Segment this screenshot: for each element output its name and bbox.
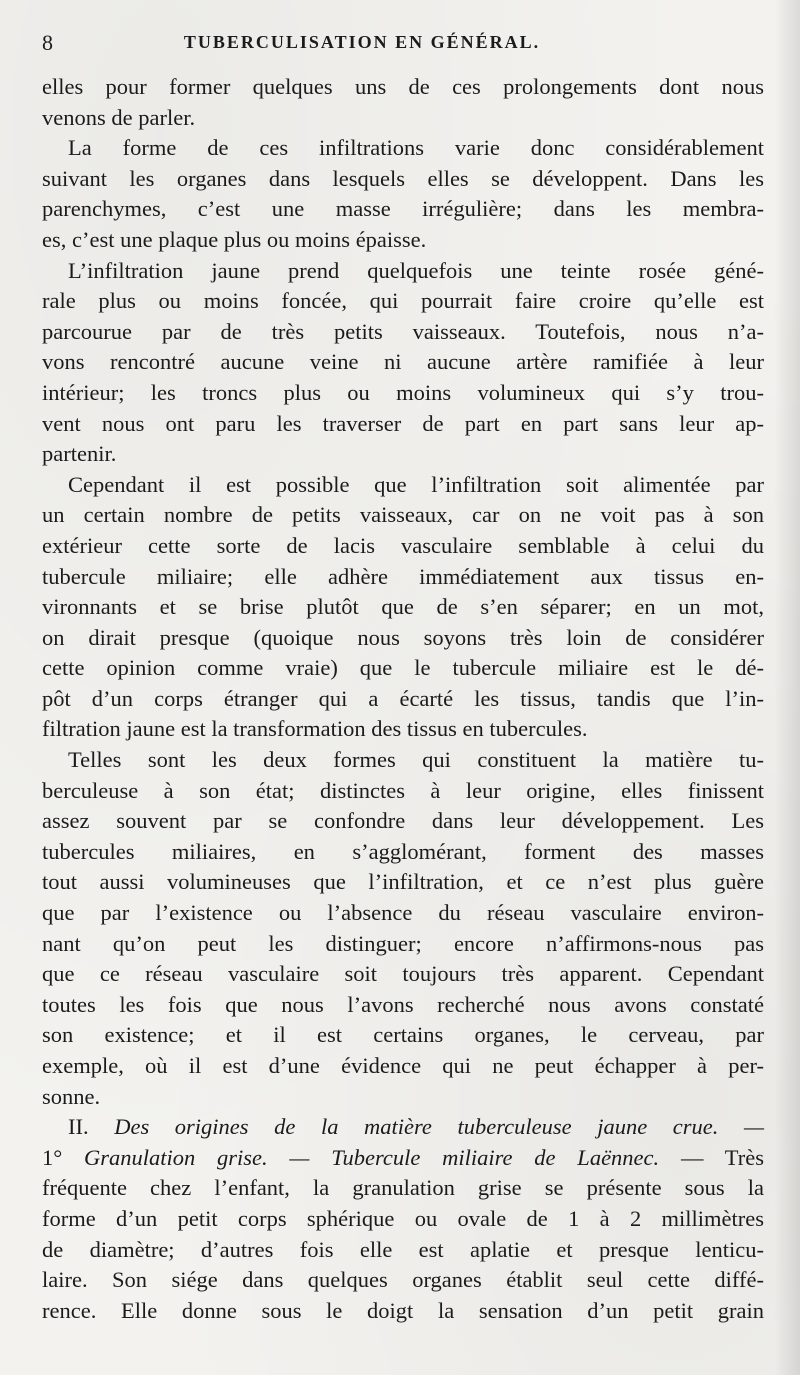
text-line: extérieur cette sorte de lacis vasculaire semblable à celui du <box>42 532 764 558</box>
text-line: L’infiltration jaune prend quelquefois une teinte rosée géné- <box>68 257 764 283</box>
section-number: 1° <box>42 1144 85 1170</box>
text-line: partenir. <box>42 441 117 467</box>
text-line: cette opinion comme vraie) que le tubercule miliaire est le dé- <box>42 655 764 681</box>
text-line: toutes les fois que nous l’avons recherché nous avons constaté <box>42 991 764 1017</box>
italic-heading-text: Des origines de la matière tuberculeuse jaune crue. — <box>114 1114 764 1140</box>
text-line: La forme de ces infiltrations varie donc considérablement <box>68 135 764 161</box>
text-line: pôt d’un corps étranger qui a écarté les tissus, tandis que l’in- <box>42 685 764 711</box>
running-head <box>42 30 760 62</box>
text-line: tubercule miliaire; elle adhère immédiatement aux tissus en- <box>42 563 764 589</box>
text-line: filtration jaune est la transformation des tissus en tubercules. <box>42 716 588 742</box>
body-text <box>42 72 764 1326</box>
text-line: tubercules miliaires, en s’agglomérant, forment des masses <box>42 838 764 864</box>
text-line: rale plus ou moins foncée, qui pourrait faire croire qu’elle est <box>42 288 764 314</box>
text-line: berculeuse à son état; distinctes à leur origine, elles finissent <box>42 777 764 803</box>
text-line: que par l’existence ou l’absence du réseau vasculaire environ- <box>42 900 764 926</box>
text-line: laire. Son siége dans quelques organes établit seul cette diffé- <box>42 1267 764 1293</box>
text-line: de diamètre; d’autres fois elle est aplatie et presque lenticu- <box>42 1236 764 1262</box>
text-line: Cependant il est possible que l’infiltration soit alimentée par <box>68 471 764 497</box>
page-edge-shadow <box>774 0 800 1375</box>
text-line: parenchymes, c’est une masse irrégulière; dans les membra- <box>42 196 764 222</box>
text-line: rence. Elle donne sous le doigt la sensation d’un petit grain <box>42 1297 764 1323</box>
text-line: parcourue par de très petits vaisseaux. Toutefois, nous n’a- <box>42 318 764 344</box>
text-line: tout aussi volumineuses que l’infiltration, et ce n’est plus guère <box>42 869 764 895</box>
text-line: es, c’est une plaque plus ou moins épaisse. <box>42 226 427 252</box>
text-line: venons de parler. <box>42 104 196 130</box>
text-line: nant qu’on peut les distinguer; encore n’affirmons-nous pas <box>42 930 764 956</box>
text-line: assez souvent par se confondre dans leur développement. Les <box>42 808 764 834</box>
text-line: un certain nombre de petits vaisseaux, car on ne voit pas à son <box>42 502 764 528</box>
text-line <box>42 1143 764 1174</box>
text-line: on dirait presque (quoique nous soyons très loin de considérer <box>42 624 764 650</box>
text-line: vironnants et se brise plutôt que de s’en séparer; en un mot, <box>42 594 764 620</box>
text-line: fréquente chez l’enfant, la granulation grise se présente sous la <box>42 1175 764 1201</box>
line-continuation: — Très <box>659 1144 764 1170</box>
text-line: elles pour former quelques uns de ces prolongements dont nous <box>42 74 764 99</box>
page-number: 8 <box>42 30 54 55</box>
text-line: Telles sont les deux formes qui constituent la matière tu- <box>68 747 764 773</box>
text-line: sonne. <box>42 1083 101 1109</box>
text-line: vent nous ont paru les traverser de part en part sans leur ap- <box>42 410 764 436</box>
section-number: II. <box>68 1114 115 1140</box>
text-line: vons rencontré aucune veine ni aucune artère ramifiée à leur <box>42 349 764 375</box>
text-line <box>42 1112 764 1143</box>
running-title: TUBERCULISATION EN GÉNÉRAL. <box>183 32 541 52</box>
text-line: son existence; et il est certains organes, le cerveau, par <box>42 1022 764 1048</box>
text-line: forme d’un petit corps sphérique ou ovale de 1 à 2 millimètres <box>42 1205 764 1231</box>
italic-heading-text: Granulation grise. — Tubercule miliaire de Laënnec. <box>84 1144 660 1170</box>
text-line: que ce réseau vasculaire soit toujours très apparent. Cependant <box>42 961 764 987</box>
text-line: intérieur; les troncs plus ou moins volumineux qui s’y trou- <box>42 379 764 405</box>
text-line: suivant les organes dans lesquels elles se développent. Dans les <box>42 165 764 191</box>
text-line: exemple, où il est d’une évidence qui ne peut échapper à per- <box>42 1053 764 1078</box>
